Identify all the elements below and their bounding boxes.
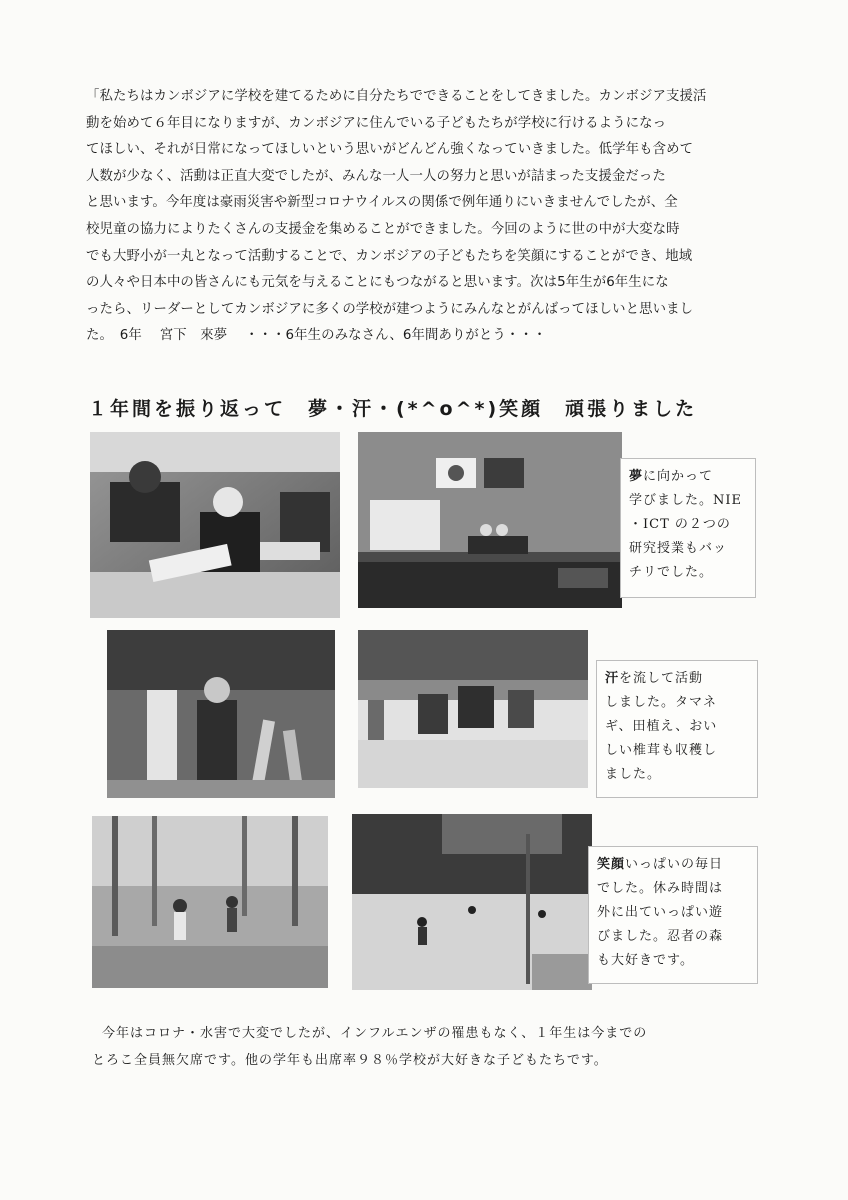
mushroom-harvest-photo: [107, 630, 335, 798]
letter-text: [86, 84, 766, 350]
section-heading: １年間を振り返って 夢・汗・(*^o^*)笑顔 頑張りました: [88, 398, 698, 420]
caption-line: 学びました。NIE: [629, 493, 743, 508]
schoolyard-photo: [352, 814, 592, 990]
footer-line: 今年はコロナ・水害で大変でしたが、インフルエンザの罹患もなく、１年生は今までの: [102, 1026, 648, 1041]
letter-line: 校児童の協力によりたくさんの支援金を集めることができました。今回のように世の中が大変な時: [86, 221, 680, 237]
letter-line: 「私たちはカンボジアに学校を建てるために自分たちでできることをしてきました。カンボジア支援活: [86, 89, 707, 104]
caption-line: ギ、田植え、おい: [605, 719, 718, 734]
caption-line: びました。忍者の森: [597, 929, 724, 944]
letter-line: 人数が少なく、活動は正直大変でしたが、みんな一人一人の努力と思いが詰まった支援金だった: [86, 168, 666, 184]
caption-dream-key: 夢: [629, 469, 644, 484]
ninja-forest-photo: [92, 816, 328, 988]
letter-line: の人々や日本中の皆さんにも元気を与えることにもつながると思います。次は5年生が6年生にな: [86, 275, 669, 291]
caption-sweat-key: 汗: [605, 671, 620, 686]
rice-planting-photo: [358, 630, 588, 788]
caption-line: でした。休み時間は: [597, 881, 724, 896]
letter-line: てほしい、それが日常になってほしいという思いがどんどん強くなっていきました。低学年も含めて: [86, 142, 694, 158]
caption-line: を流して活動: [619, 671, 704, 686]
caption-smile-key: 笑顔: [597, 857, 626, 872]
caption-line: 外に出ていっぱい遊: [597, 905, 724, 920]
caption-line: いっぱいの毎日: [625, 857, 724, 872]
caption-smile: [588, 846, 758, 984]
letter-line: た。 6年 宮下 來夢 ・・・6年生のみなさん、6年間ありがとう・・・: [86, 328, 547, 344]
caption-sweat: [596, 660, 758, 798]
footer-line: とろこ全員無欠席です。他の学年も出席率９８％学校が大好きな子どもたちです。: [92, 1053, 608, 1068]
caption-line: しました。タマネ: [605, 695, 718, 710]
gym-presentation-photo: [358, 432, 622, 608]
caption-line: も大好きです。: [597, 953, 694, 968]
letter-line: ったら、リーダーとしてカンボジアに多くの学校が建つようにみんなとがんばってほしいと思いまし: [86, 301, 694, 317]
caption-line: 研究授業もバッ: [629, 541, 728, 556]
caption-line: に向かって: [643, 469, 714, 484]
caption-line: ました。: [605, 767, 662, 782]
footer-note: [92, 1020, 792, 1074]
caption-line: ・ICT の２つの: [629, 517, 731, 532]
letter-line: でも大野小が一丸となって活動することで、カンボジアの子どもたちを笑顔にすることができ、地域: [86, 248, 693, 264]
letter-line: と思います。今年度は豪雨災害や新型コロナウイルスの関係で例年通りにいきませんでしたが、全: [86, 195, 678, 211]
caption-line: しい椎茸も収穫し: [605, 743, 718, 758]
caption-dream: [620, 458, 756, 598]
caption-line: チリでした。: [629, 565, 714, 580]
classroom-photo: [90, 432, 340, 618]
letter-line: 動を始めて６年目になりますが、カンボジアに住んでいる子どもたちが学校に行けるようになっ: [86, 115, 667, 131]
